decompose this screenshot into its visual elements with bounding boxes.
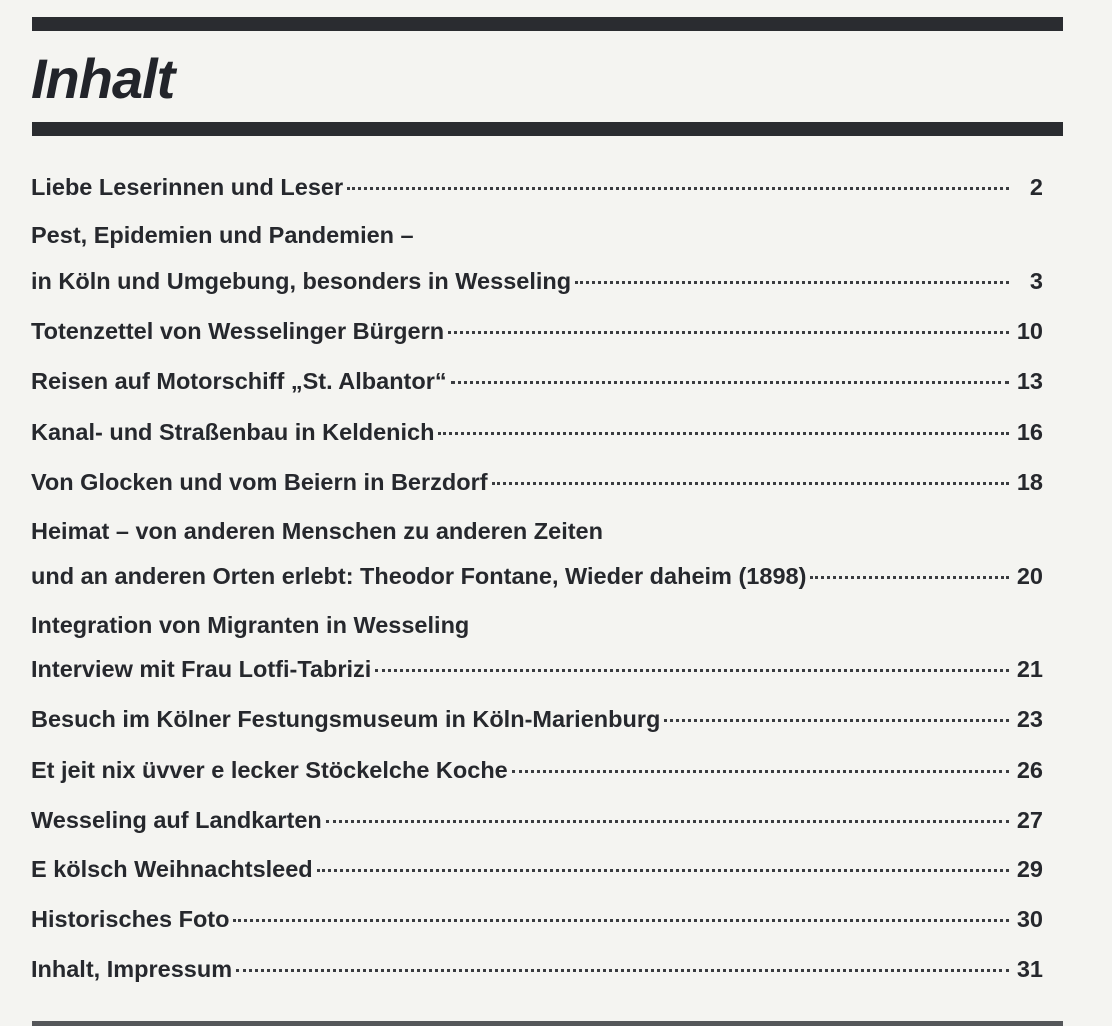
- toc-entry-title: Historisches Foto: [31, 906, 230, 932]
- page-title: Inhalt: [31, 47, 175, 110]
- toc-entry: [31, 268, 1043, 302]
- toc-page-number: 18: [1016, 469, 1043, 495]
- toc-entry: [31, 956, 1043, 990]
- toc-page-number: 2: [1029, 174, 1043, 200]
- toc-entry-title: Pest, Epidemien und Pandemien –: [31, 222, 414, 248]
- toc-page-number: 21: [1016, 656, 1043, 682]
- dot-leader: [347, 187, 1009, 190]
- dot-leader: [575, 281, 1009, 284]
- toc-entry-title: Et jeit nix üvver e lecker Stöckelche Koche: [31, 757, 508, 783]
- toc-entry-title: E kölsch Weihnachtsleed: [31, 856, 313, 882]
- toc-entry-title: Integration von Migranten in Wesseling: [31, 612, 470, 638]
- dot-leader: [438, 432, 1009, 435]
- toc-page-number: 31: [1016, 956, 1043, 982]
- dot-leader: [664, 719, 1009, 722]
- toc-entry: [31, 563, 1043, 597]
- toc-entry-title: Heimat – von anderen Menschen zu anderen Zeiten: [31, 518, 603, 544]
- toc-entry-title: in Köln und Umgebung, besonders in Wesseling: [31, 268, 572, 294]
- toc-entry-title: Wesseling auf Landkarten: [31, 807, 322, 833]
- toc-entry: [31, 856, 1043, 890]
- dot-leader: [451, 381, 1009, 384]
- toc-entry: [31, 757, 1043, 791]
- table-of-contents: [31, 0, 1043, 1026]
- bottom-rule: [32, 1021, 1063, 1026]
- dot-leader: [236, 969, 1009, 972]
- toc-entry: [31, 318, 1043, 352]
- toc-page-number: 29: [1016, 856, 1043, 882]
- toc-entry-title: Inhalt, Impressum: [31, 956, 233, 982]
- toc-entry-first-line: [31, 518, 1043, 552]
- dot-leader: [375, 669, 1009, 672]
- toc-entry-title: Liebe Leserinnen und Leser: [31, 174, 344, 200]
- toc-page-number: 27: [1016, 807, 1043, 833]
- toc-entry-title: Reisen auf Motorschiff „St. Albantor“: [31, 368, 447, 394]
- dot-leader: [810, 576, 1009, 579]
- toc-page-number: 10: [1016, 318, 1043, 344]
- toc-entry: [31, 368, 1043, 402]
- toc-page-number: 26: [1016, 757, 1043, 783]
- toc-entry-title: Interview mit Frau Lotfi-Tabrizi: [31, 656, 372, 682]
- toc-entry: [31, 906, 1043, 940]
- toc-entry-first-line: [31, 222, 1043, 256]
- dot-leader: [492, 482, 1009, 485]
- toc-entry-title: und an anderen Orten erlebt: Theodor Fontane, Wieder daheim (1898): [31, 563, 807, 589]
- dot-leader: [317, 869, 1009, 872]
- toc-page-number: 20: [1016, 563, 1043, 589]
- toc-page-number: 13: [1016, 368, 1043, 394]
- toc-page-number: 30: [1016, 906, 1043, 932]
- toc-page-number: 3: [1029, 268, 1043, 294]
- toc-entry-title: Besuch im Kölner Festungsmuseum in Köln-Marienburg: [31, 706, 661, 732]
- toc-entry: [31, 807, 1043, 841]
- toc-entry-title: Von Glocken und vom Beiern in Berzdorf: [31, 469, 488, 495]
- toc-entry: [31, 706, 1043, 740]
- dot-leader: [233, 919, 1009, 922]
- dot-leader: [448, 331, 1009, 334]
- dot-leader: [512, 770, 1009, 773]
- toc-page-number: 16: [1016, 419, 1043, 445]
- toc-entry-title: Totenzettel von Wesselinger Bürgern: [31, 318, 445, 344]
- toc-entry: [31, 656, 1043, 690]
- toc-entry: [31, 174, 1043, 208]
- toc-entry-first-line: [31, 612, 1043, 646]
- dot-leader: [326, 820, 1009, 823]
- toc-page-number: 23: [1016, 706, 1043, 732]
- toc-entry-title: Kanal- und Straßenbau in Keldenich: [31, 419, 435, 445]
- toc-entry: [31, 419, 1043, 453]
- toc-entry: [31, 469, 1043, 503]
